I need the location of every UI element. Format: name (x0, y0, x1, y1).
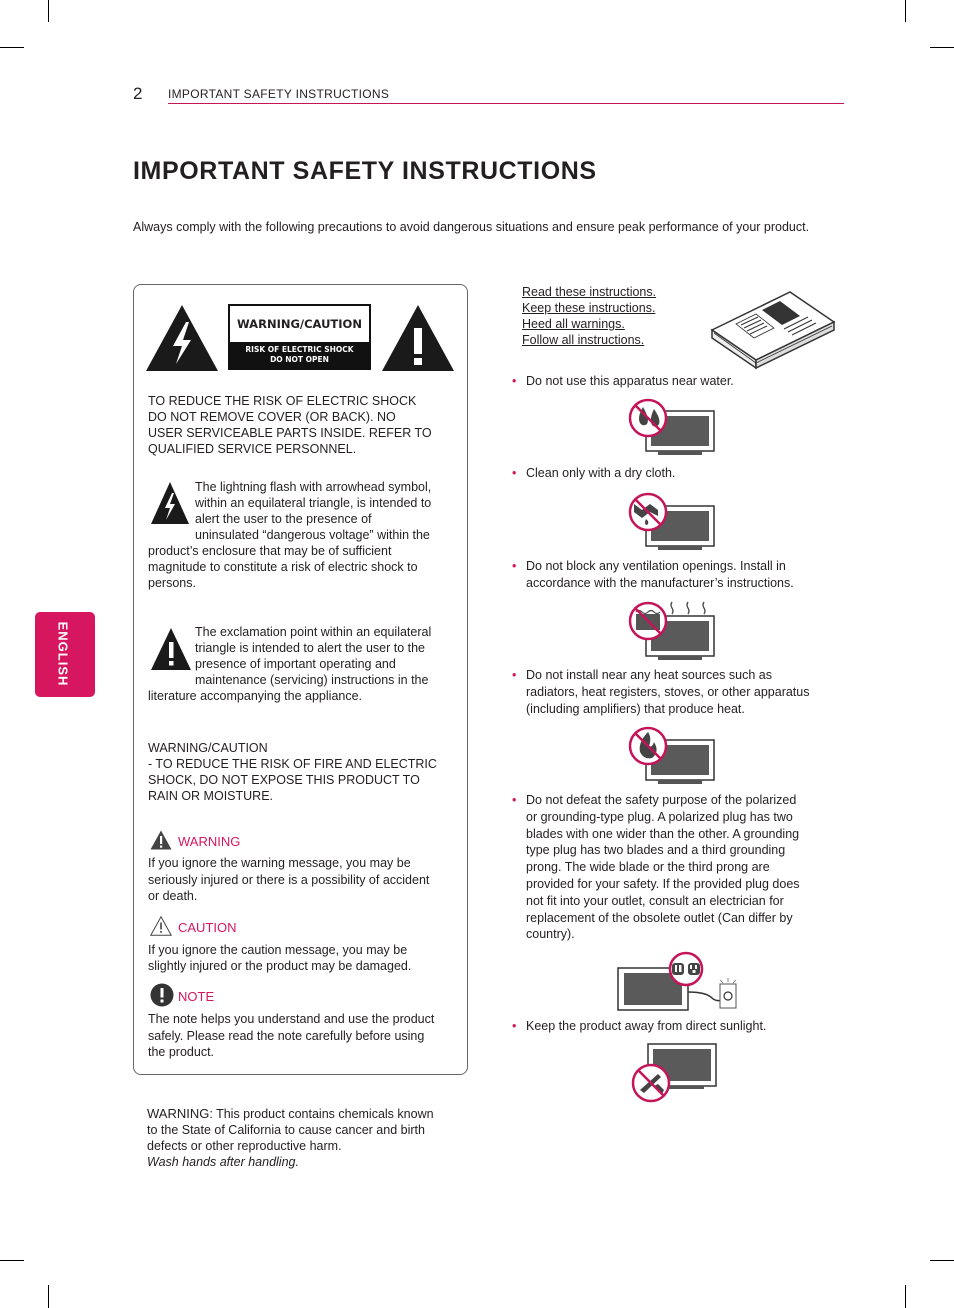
text-line: QUALIFIED SERVICE PERSONNEL. (148, 442, 357, 456)
instruction-item: Read these instructions. (522, 285, 657, 299)
warning-caution-label-top: WARNING/CAUTION (237, 317, 362, 331)
text-line: USER SERVICEABLE PARTS INSIDE. REFER TO (148, 426, 432, 440)
warning-description (148, 855, 460, 905)
text-line: Do not install near any heat sources such as (526, 668, 772, 682)
text-line: provided for your safety. If the provided plug does (526, 876, 800, 891)
text-line: Do not defeat the safety purpose of the polarized (526, 793, 797, 807)
california-italic-note: Wash hands after handling. (147, 1155, 299, 1169)
fire-warning-heading: WARNING/CAUTION (148, 741, 268, 755)
crop-mark (48, 0, 49, 22)
text-line: or grounding-type plug. A polarized plug has two (526, 809, 793, 824)
crop-mark (905, 0, 906, 22)
bullet-item (512, 558, 836, 592)
text-line: SHOCK, DO NOT EXPOSE THIS PRODUCT TO (148, 773, 420, 787)
text-line: not fit into your outlet, consult an electrician for (526, 893, 784, 908)
manual-book-icon (708, 286, 838, 370)
caution-label: CAUTION (178, 920, 237, 935)
text-line: presence of important operating and (195, 657, 396, 671)
header-rule (168, 103, 844, 104)
text-line (147, 1106, 467, 1122)
crop-mark (0, 1260, 24, 1261)
shock-warning-text (148, 393, 458, 457)
text-line: persons. (148, 576, 196, 590)
text-line: within an equilateral triangle, is intended to (195, 496, 432, 510)
text-line: TO REDUCE THE RISK OF ELECTRIC SHOCK (148, 394, 417, 408)
text-line: The exclamation point within an equilateral (195, 625, 432, 639)
bullet-dot: • (512, 559, 517, 573)
california-warning-label: WARNING (147, 1106, 210, 1121)
no-water-icon (628, 397, 718, 457)
no-wet-cloth-icon (628, 490, 718, 552)
text-line: (including amplifiers) that produce heat. (526, 701, 745, 716)
crop-mark (48, 1285, 49, 1308)
instructions-list (522, 284, 702, 348)
fire-warning-text (148, 740, 460, 804)
instruction-item: Keep these instructions. (522, 301, 656, 315)
bullet-dot: • (512, 668, 517, 682)
text-line: DO NOT REMOVE COVER (OR BACK). NO (148, 410, 396, 424)
text-line: alert the user to the presence of (195, 512, 372, 526)
text-line: product’s enclosure that may be of sufficient (148, 544, 392, 558)
bullet-item (512, 465, 836, 482)
text-line: RAIN OR MOISTURE. (148, 789, 274, 803)
text-line: Clean only with a dry cloth. (526, 466, 676, 480)
no-heat-icon (628, 726, 718, 786)
crop-mark (930, 47, 954, 48)
text-line: replacement of the obsolete outlet (Can differ by (526, 910, 793, 925)
text-line: triangle is intended to alert the user to the (195, 641, 426, 655)
text-line: prong. The wide blade or the third prong are (526, 860, 770, 875)
warning-caution-label-bottom (230, 342, 369, 368)
no-sunlight-icon (630, 1040, 720, 1104)
crop-mark (0, 47, 24, 48)
running-header: IMPORTANT SAFETY INSTRUCTIONS (168, 87, 390, 101)
page-title: IMPORTANT SAFETY INSTRUCTIONS (133, 157, 597, 185)
text-line: country). (526, 927, 575, 942)
text-line: The lightning flash with arrowhead symbol, (195, 480, 432, 494)
lightning-triangle-icon (145, 304, 219, 372)
bullet-dot: • (512, 1019, 517, 1033)
warning-icon (150, 830, 172, 850)
bullet-item (512, 667, 836, 717)
crop-mark (930, 1260, 954, 1261)
polarized-plug-icon (616, 952, 740, 1016)
text-fragment: : This product contains chemicals known (209, 1107, 434, 1121)
bullet-item (512, 1018, 836, 1035)
text-line: or death. (148, 889, 198, 903)
no-block-vent-icon (628, 600, 720, 662)
bullet-item (512, 792, 836, 943)
bullet-dot: • (512, 793, 517, 807)
text-line: the product. (148, 1045, 215, 1059)
text-line: magnitude to constitute a risk of electric shock to (148, 560, 418, 574)
text-line: type plug has two blades and a third grounding (526, 843, 786, 858)
warning-label: WARNING (178, 834, 241, 849)
bullet-dot: • (512, 374, 517, 388)
text-line: safely. Please read the note carefully before using (148, 1028, 425, 1043)
text-line: - TO REDUCE THE RISK OF FIRE AND ELECTRIC (148, 757, 437, 771)
text-line: Do not use this apparatus near water. (526, 374, 734, 388)
text-line: Keep the product away from direct sunlight. (526, 1019, 767, 1033)
text-line: If you ignore the warning message, you may be (148, 856, 411, 870)
text-line: slightly injured or the product may be damaged. (148, 959, 412, 973)
caution-icon (150, 916, 172, 936)
text-line: to the State of California to cause cancer and birth (147, 1123, 425, 1137)
label-bottom-line: RISK OF ELECTRIC SHOCK (245, 345, 354, 354)
page-number: 2 (133, 84, 143, 103)
lightning-description (148, 479, 460, 591)
bullet-item (512, 373, 836, 390)
crop-mark (905, 1285, 906, 1308)
text-line: seriously injured or there is a possibility of accident (148, 872, 430, 887)
text-line: accordance with the manufacturer’s instructions. (526, 575, 794, 590)
instruction-item: Follow all instructions. (522, 333, 645, 347)
text-line: The note helps you understand and use the product (148, 1012, 435, 1026)
instruction-item: Heed all warnings. (522, 317, 625, 331)
warning-caution-label (228, 304, 371, 370)
exclamation-triangle-icon (381, 304, 455, 372)
language-tab-label: ENGLISH (55, 621, 71, 687)
text-line: maintenance (servicing) instructions in the (195, 673, 429, 687)
note-description (148, 1011, 460, 1061)
text-line: Do not block any ventilation openings. Install in (526, 559, 786, 573)
text-line: radiators, heat registers, stoves, or other apparatus (526, 684, 810, 699)
label-bottom-line: DO NOT OPEN (270, 355, 329, 364)
california-warning (147, 1106, 467, 1170)
caution-description (148, 942, 460, 974)
note-label: NOTE (178, 989, 215, 1004)
text-line: literature accompanying the appliance. (148, 689, 363, 703)
bullet-dot: • (512, 466, 517, 480)
intro-paragraph: Always comply with the following precautions to avoid dangerous situations and ensure peak performance of your product. (133, 220, 810, 234)
exclamation-description (148, 624, 460, 704)
text-line: defects or other reproductive harm. (147, 1139, 342, 1153)
language-tab (35, 612, 95, 697)
text-line: If you ignore the caution message, you may be (148, 943, 408, 957)
note-icon (150, 983, 174, 1007)
text-line: uninsulated “dangerous voltage” within the (195, 528, 430, 542)
text-line: blades with one wider than the other. A grounding (526, 826, 800, 841)
